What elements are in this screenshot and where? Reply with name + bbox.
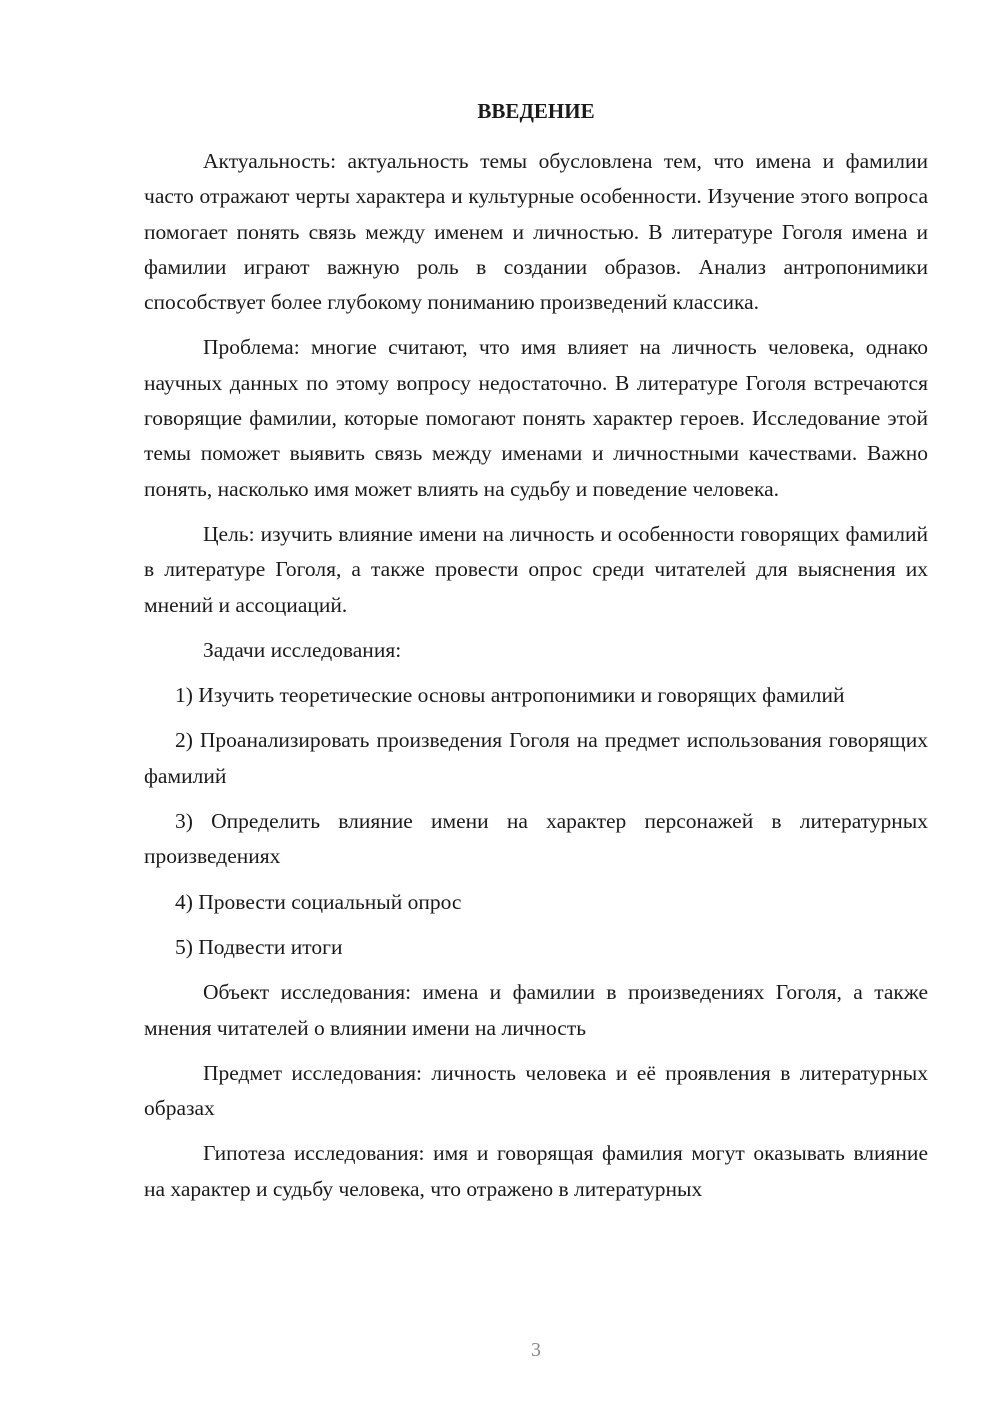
section-heading: ВВЕДЕНИЕ (477, 99, 595, 123)
task-item-4: 4) Провести социальный опрос (175, 889, 462, 914)
task-item-1: 1) Изучить теоретические основы антропонимики и говорящих фамилий (175, 683, 845, 708)
paragraph-relevance: Актуальность: актуальность темы обусловлена тем, что имена и фамилии часто отражают черты характера и культурные особенности. Изучение этого вопроса помогает понять связь между именем и личностью. В литературе Гоголя имена и фамилии играют важную роль в создании образов. Анализ антропонимики способствует более глубокому пониманию произведений классика. (144, 149, 928, 315)
paragraph-goal: Цель: изучить влияние имени на личность и особенности говорящих фамилий в литературе Гоголя, а также провести опрос среди читателей для выяснения их мнений и ассоциаций. (144, 521, 928, 617)
paragraph-subject: Предмет исследования: личность человека и её проявления в литературных образах (144, 1060, 928, 1121)
body-text (144, 144, 928, 1217)
document-page (144, 0, 928, 1414)
task-item-5: 5) Подвести итоги (175, 934, 343, 959)
paragraph-object: Объект исследования: имена и фамилии в произведениях Гоголя, а также мнения читателей о влиянии имени на личность (144, 980, 928, 1040)
task-item-3: 3) Определить влияние имени на характер персонажей в литературных произведениях (144, 809, 928, 869)
page-number: 3 (531, 1339, 541, 1361)
paragraph-problem: Проблема: многие считают, что имя влияет на личность человека, однако научных данных по этому вопросу недостаточно. В литературе Гоголя встречаются говорящие фамилии, которые помогают понять характер героев. Исследование этой темы поможет выявить связь между именами и личностными качествами. Важно понять, насколько имя может влиять на судьбу и поведение человека. (144, 335, 928, 501)
paragraph-tasks-heading: Задачи исследования: (203, 637, 402, 662)
task-item-2: 2) Проанализировать произведения Гоголя на предмет использования говорящих фамилий (144, 728, 928, 788)
paragraph-hypothesis: Гипотеза исследования: имя и говорящая фамилия могут оказывать влияние на характер и судьбу человека, что отражено в литературных (144, 1141, 928, 1201)
